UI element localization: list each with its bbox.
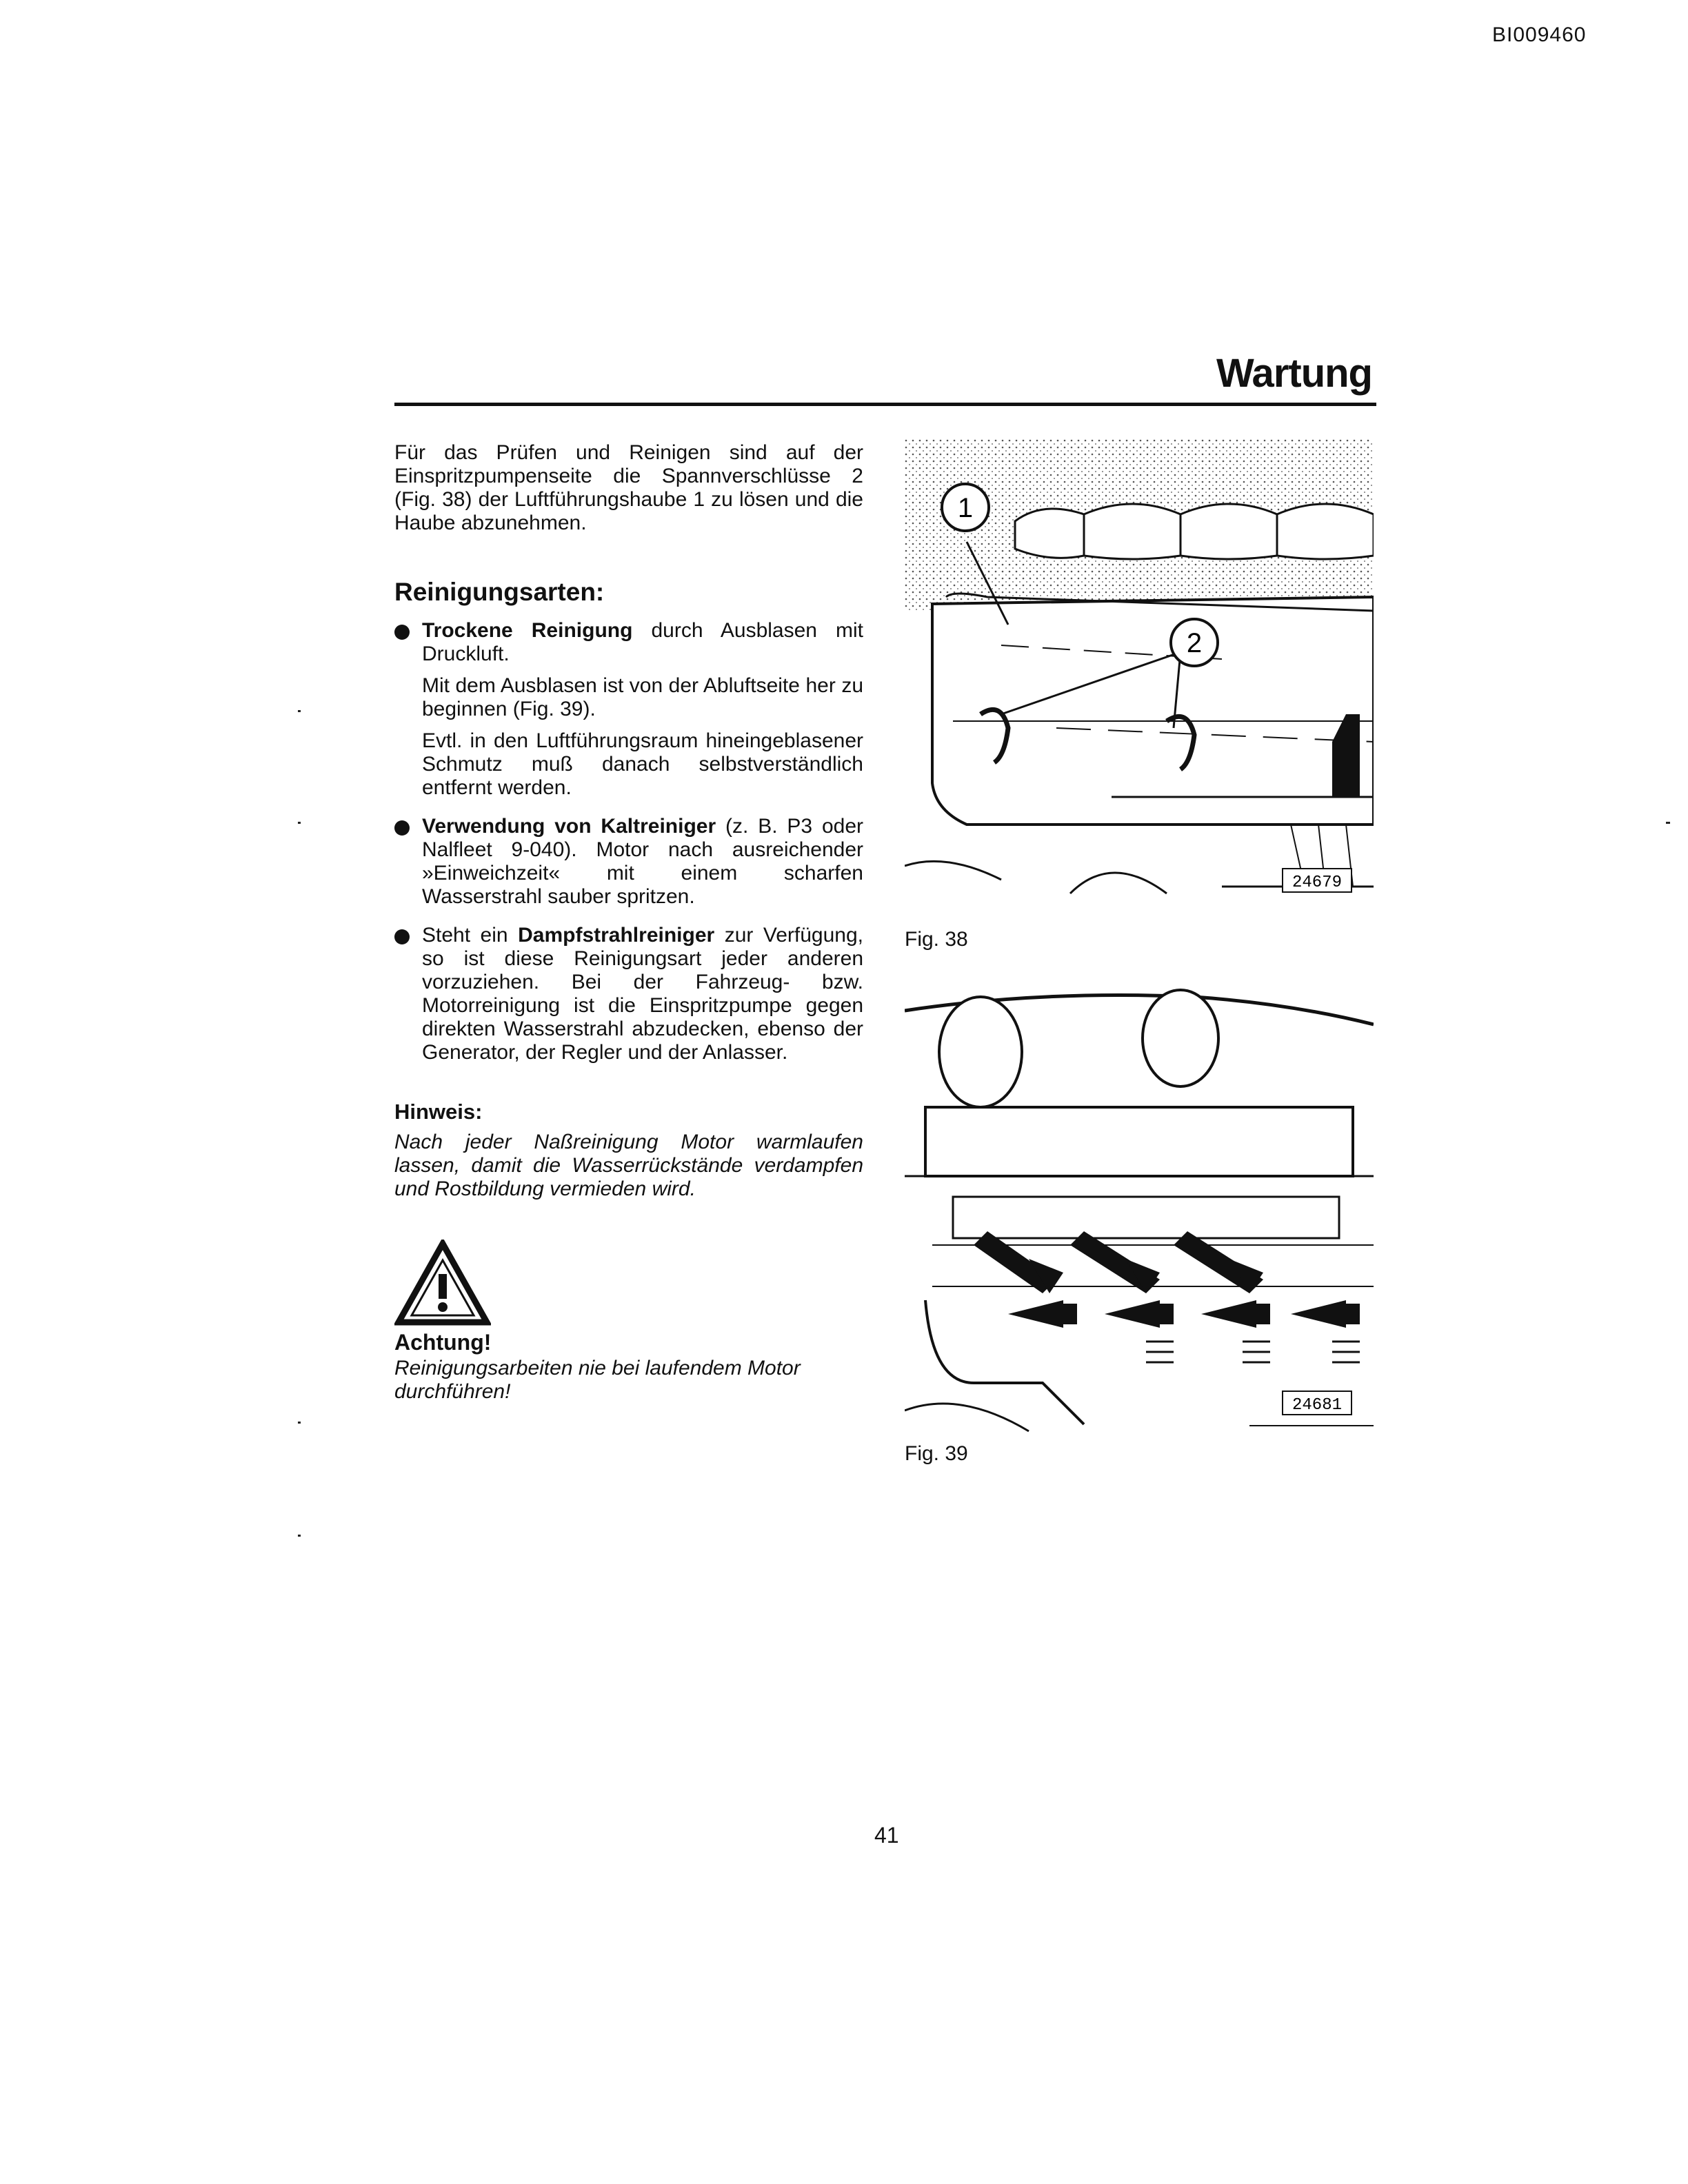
engine-cooling-fins-drawing — [905, 956, 1374, 1438]
bullet-item — [394, 815, 863, 909]
subheading: Reinigungsarten: — [394, 578, 605, 606]
note-heading: Hinweis: — [394, 1100, 483, 1124]
figure-ref: 24681 — [1292, 1396, 1343, 1415]
warning-text: Reinigungsarbeiten nie bei laufendem Motor durchführen! — [394, 1357, 801, 1403]
bullet-list — [394, 619, 863, 1064]
page-number: 41 — [874, 1823, 899, 1848]
bullet-extra: Mit dem Ausblasen ist von der Abluftseite her zu beginnen (Fig. 39). — [422, 674, 863, 720]
figure-ref: 24679 — [1292, 873, 1343, 892]
figure-38 — [905, 438, 1374, 922]
figure-caption: Fig. 39 — [905, 1442, 968, 1465]
text-column — [394, 441, 863, 1404]
bullet-extra: Evtl. in den Luftführungsraum hineingeblasener Schmutz muß danach selbstverständlich entfernt werden. — [422, 729, 863, 799]
bullet-pre: Steht ein — [422, 924, 519, 947]
bullet-text: durch Ausblasen mit Druckluft. — [422, 619, 864, 665]
bullet-text: zur Verfügung, so ist diese Reinigungsart jeder anderen vorzuziehen. Bei der Fahrzeug- bzw. Motorreinigung ist die Einspritzpumpe gegen direkten Wasserstrahl abzudecken, ebenso der Generator, der Regler und der Anlasser. — [422, 924, 863, 1064]
bullet-bold: Trockene Reinigung — [422, 619, 633, 642]
bullet-bold: Verwendung von Kaltreiniger — [422, 815, 716, 838]
callout-1 — [942, 484, 989, 531]
bullet-text: (z. B. P3 oder Nalfleet 9-040). Motor nach ausreichender »Einweichzeit« mit einem scharfen Wasserstrahl sauber spritzen. — [422, 815, 864, 908]
intro-paragraph: Für das Prüfen und Reinigen sind auf der Einspritzpumpenseite die Spannverschlüsse 2 (Fig. 38) der Luftführungshaube 1 zu lösen und die Haube abzunehmen. — [394, 441, 863, 534]
warning-triangle-icon — [394, 1240, 491, 1326]
bullet-item — [394, 619, 863, 800]
scan-speck — [298, 822, 301, 824]
svg-text:2: 2 — [1186, 628, 1203, 658]
callout-2 — [1171, 619, 1218, 666]
bullet-dot-icon — [394, 625, 410, 640]
title-rule — [394, 403, 1376, 406]
figure-caption: Fig. 38 — [905, 928, 968, 951]
figure-39 — [905, 956, 1374, 1438]
scan-speck — [1666, 822, 1670, 824]
document-id: BI009460 — [1492, 23, 1587, 46]
scan-speck — [298, 1535, 301, 1537]
section-title: Wartung — [1216, 351, 1372, 396]
svg-text:1: 1 — [957, 493, 974, 523]
bullet-bold: Dampfstrahlreiniger — [518, 924, 715, 947]
bullet-dot-icon — [394, 820, 410, 836]
note-text: Nach jeder Naßreinigung Motor warmlaufen lassen, damit die Wasserrückstände verdampfen und Rostbildung vermieden wird. — [394, 1131, 863, 1200]
engine-cover-drawing — [905, 438, 1374, 921]
scan-speck — [298, 1422, 301, 1424]
bullet-item — [394, 924, 863, 1064]
bullet-dot-icon — [394, 929, 410, 944]
warning-heading: Achtung! — [394, 1330, 492, 1355]
scan-speck — [298, 710, 301, 712]
